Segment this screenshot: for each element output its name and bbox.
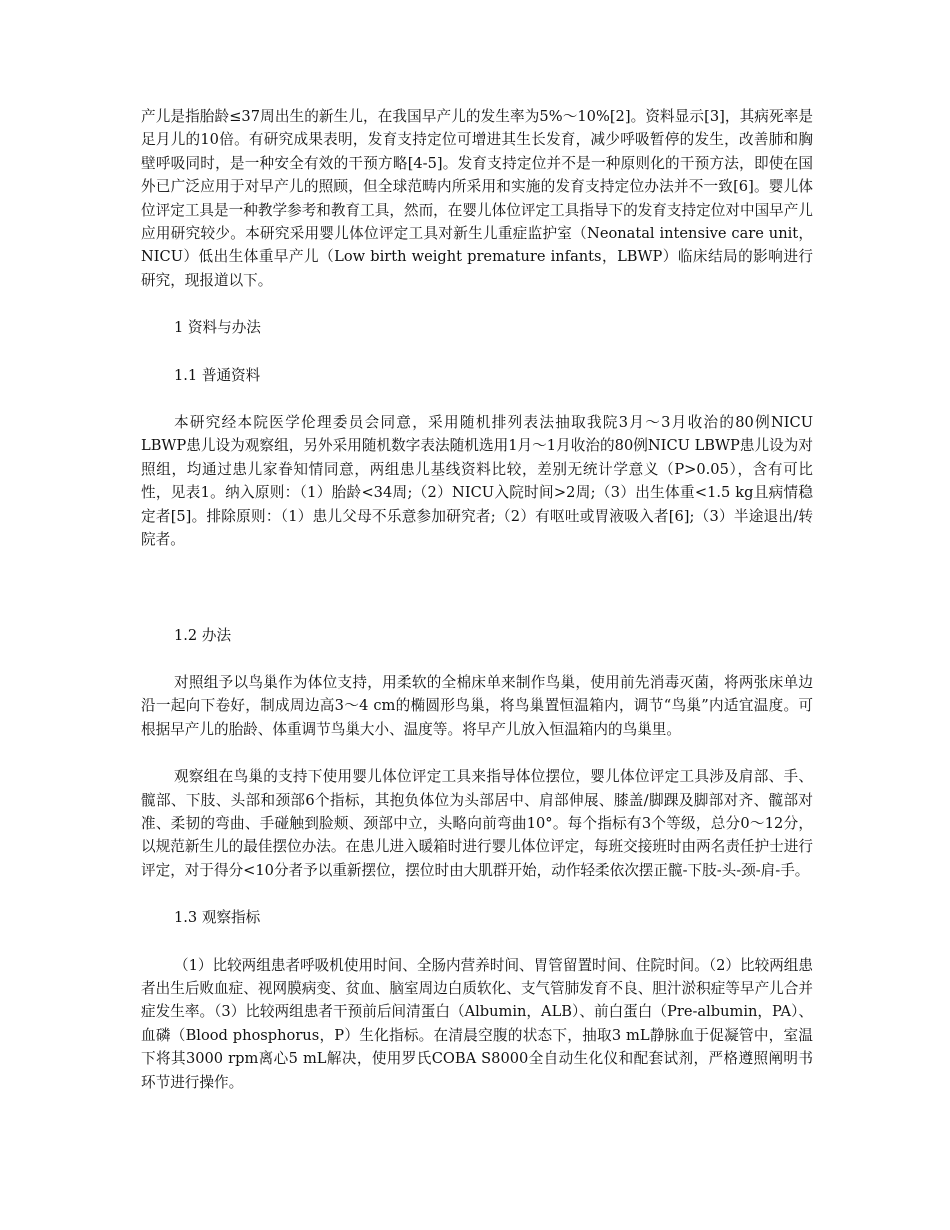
paragraph-1-3: （1）比较两组患者呼吸机使用时间、全肠内营养时间、胃管留置时间、住院时间。（2）比较两组患者出生后败血症、视网膜病变、贫血、脑室周边白质软化、支气管肺发育不良、胆汁淤积症等早产儿合并症发生率。（3）比较两组患者干预前后间清蛋白（Albumin，ALB）、前白蛋白（Pre-albumin，PA）、血磷（Blood phosphorus，P）生化指标。在清晨空腹的状态下，抽取3 mL静脉血于促凝管中，室温下将其3000 rpm离心5 mL解决，使用罗氏COBA S8000全自动生化仪和配套试剂，严格遵照阐明书环节进行操作。 [141, 956, 813, 1091]
paragraph-1-2-observation: 观察组在鸟巢的支持下使用婴儿体位评定工具来指导体位摆位，婴儿体位评定工具涉及肩部、手、髋部、下肢、头部和颈部6个指标，其抱负体位为头部居中、肩部伸展、膝盖/脚踝及脚部对齐、髋部对准、柔韧的弯曲、手碰触到脸颊、颈部中立，头略向前弯曲10°。每个指标有3个等级，总分0～12分，以规范新生儿的最佳摆位办法。在患儿进入暖箱时进行婴儿体位评定，每班交接班时由两名责任护士进行评定，对于得分<10分者予以重新摆位，摆位时由大肌群开始，动作轻柔依次摆正髋-下肢-头-颈-肩-手。 [141, 768, 813, 879]
subsection-heading-1-2: 1.2 办法 [174, 626, 232, 644]
subsection-heading-1-1: 1.1 普通资料 [174, 366, 261, 384]
paragraph-1-2-control: 对照组予以鸟巢作为体位支持，用柔软的全棉床单来制作鸟巢，使用前先消毒灭菌，将两张床单边沿一起向下卷好，制成周边高3～4 cm的椭圆形鸟巢，将鸟巢置恒温箱内，调节“鸟巢”内适宜温度。可根据早产儿的胎龄、体重调节鸟巢大小、温度等。将早产儿放入恒温箱内的鸟巢里。 [141, 673, 813, 738]
paragraph-1-1: 本研究经本院医学伦理委员会同意，采用随机排列表法抽取我院3月～3月收治的80例NICU LBWP患儿设为观察组，另外采用随机数字表法随机选用1月～1月收治的80例NICU LBWP患儿设为对照组，均通过患儿家眷知情同意，两组患儿基线资料比较，差别无统计学意义（P>0.05），含有可比性，见表1。纳入原则：（1）胎龄<34周;（2）NICU入院时间>2周;（3）出生体重<1.5 kg且病情稳定者[5]。排除原则：（1）患儿父母不乐意参加研究者;（2）有呕吐或胃液吸入者[6];（3）半途退出/转院者。 [141, 414, 813, 549]
subsection-heading-1-3: 1.3 观察指标 [174, 909, 261, 927]
document-body [141, 105, 813, 1094]
intro-paragraph: 产儿是指胎龄≤37周出生的新生儿，在我国早产儿的发生率为5%～10%[2]。资料显示[3]，其病死率是足月儿的10倍。有研究成果表明，发育支持定位可增进其生长发育，减少呼吸暂停的发生，改善肺和胸壁呼吸同时，是一种安全有效的干预方略[4-5]。发育支持定位并不是一种原则化的干预方法，即使在国外已广泛应用于对早产儿的照顾，但全球范畴内所采用和实施的发育支持定位办法并不一致[6]。婴儿体位评定工具是一种教学参考和教育工具，然而，在婴儿体位评定工具指导下的发育支持定位对中国早产儿应用研究较少。本研究采用婴儿体位评定工具对新生儿重症监护室（Neonatal intensive care unit，NICU）低出生体重早产儿（Low birth weight premature infants，LBWP）临床结局的影响进行研究，现报道以下。 [141, 108, 813, 289]
section-heading-1: 1 资料与办法 [174, 319, 261, 337]
